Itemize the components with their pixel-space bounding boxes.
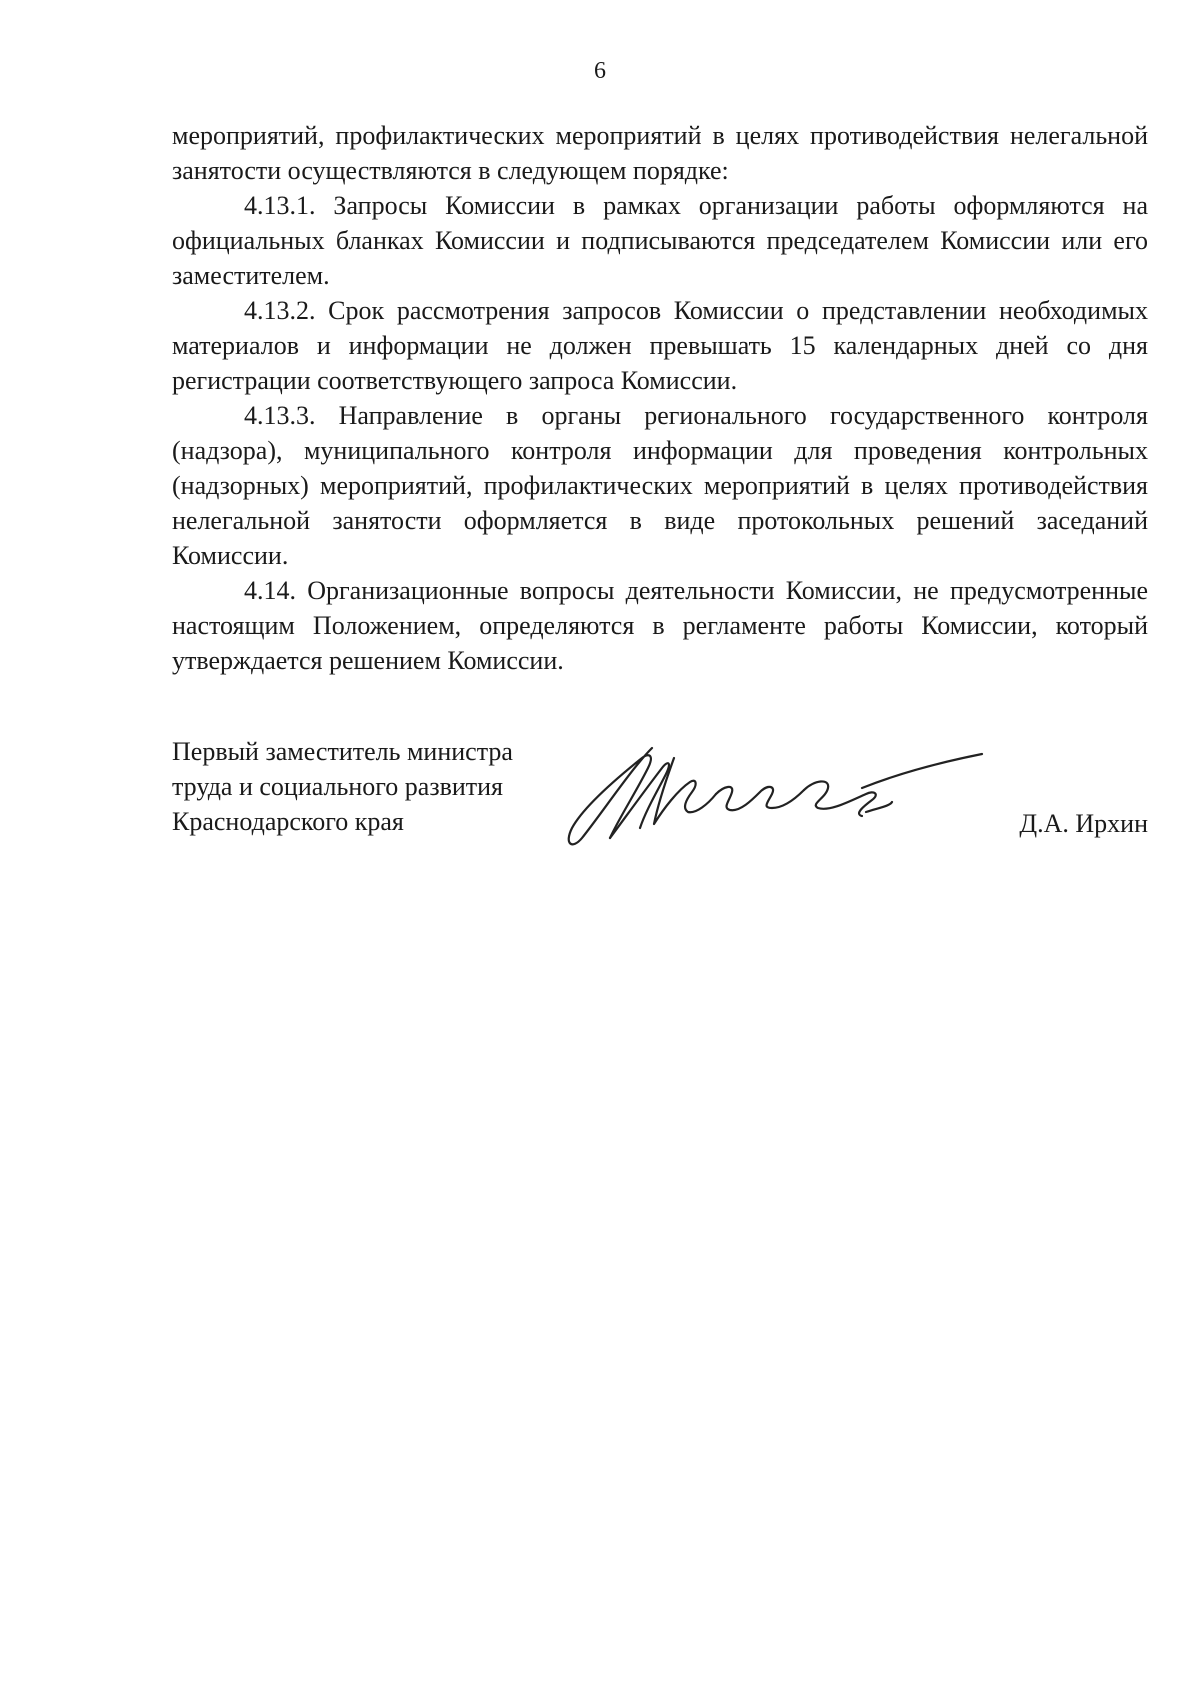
paragraph-4-13-2: 4.13.2. Срок рассмотрения запросов Комиссии о представлении необходимых материалов и информации не должен превышать 15 календарных дней со дня регистрации соответствующего запроса Комиссии. — [172, 296, 1148, 395]
signature-block — [172, 734, 1148, 864]
page-number: 6 — [594, 58, 606, 84]
paragraph-4-13-3: 4.13.3. Направление в органы регионального государственного контроля (надзора), муниципального контроля информации для проведения контрольных (надзорных) мероприятий, профилактических мероприятий в целях противодействия нелегальной занятости оформляется в виде протокольных решений заседаний Комиссии. — [172, 401, 1148, 570]
signer-name: Д.А. Ирхин — [1019, 809, 1148, 838]
signer-title-line: Первый заместитель министра — [172, 737, 513, 766]
signer-title — [172, 734, 513, 839]
signer-title-line: Краснодарского края — [172, 807, 404, 836]
signer-title-line: труда и социального развития — [172, 772, 504, 801]
handwritten-signature — [562, 728, 1002, 858]
paragraph-4-13-1: 4.13.1. Запросы Комиссии в рамках организации работы оформляются на официальных бланках Комиссии и подписываются председателем Комиссии или его заместителем. — [172, 191, 1148, 290]
document-body — [172, 118, 1148, 678]
paragraph-intro: мероприятий, профилактических мероприятий в целях противодействия нелегальной занятости осуществляются в следующем порядке: — [172, 121, 1148, 185]
paragraph-4-14: 4.14. Организационные вопросы деятельности Комиссии, не предусмотренные настоящим Положением, определяются в регламенте работы Комиссии, который утверждается решением Комиссии. — [172, 576, 1148, 675]
